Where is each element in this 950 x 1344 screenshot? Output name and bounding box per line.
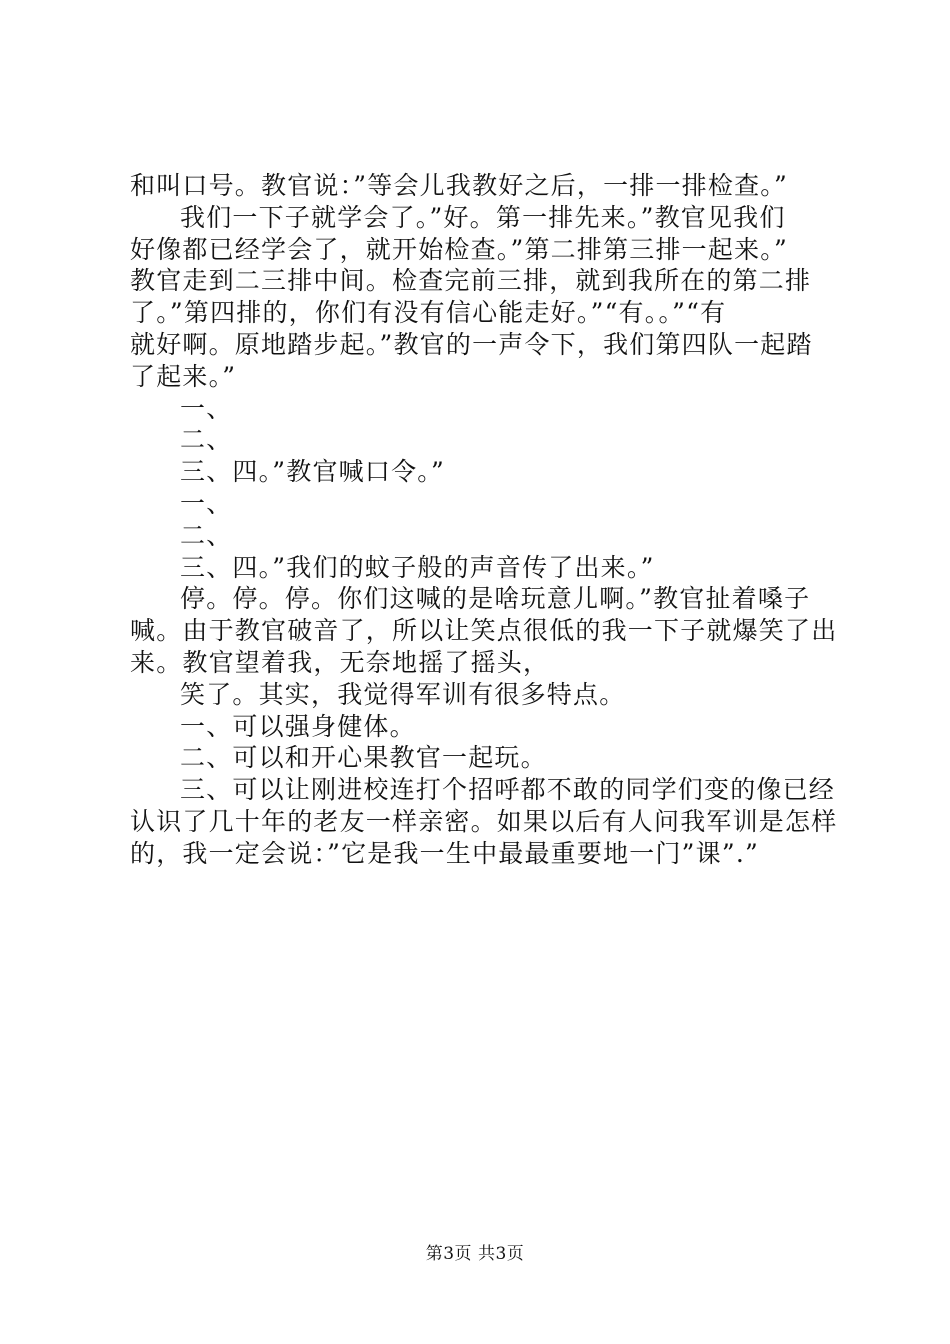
text-line: 好像都已经学会了，就开始检查。”第二排第三排一起来。” [130,234,788,264]
text-line: 喊。由于教官破音了，所以让笑点很低的我一下子就爆笑了出 [130,616,838,646]
text-line: 了起来。” [130,361,237,391]
text-line: 我们一下子就学会了。”好。第一排先来。”教官见我们 [180,202,786,232]
text-line: 一、 [180,393,233,423]
text-line: 笑了。其实，我觉得军训有很多特点。 [180,679,626,709]
document-body [130,170,838,870]
text-line: 认识了几十年的老友一样亲密。如果以后有人问我军训是怎样 [130,806,838,836]
text-line: 的，我一定会说：”它是我一生中最最重要地一门”课”.” [130,838,759,868]
text-line: 二、 [180,425,233,455]
text-line: 教官走到二三排中间。检查完前三排，就到我所在的第二排 [130,266,812,296]
page-number-footer: 第3页 共3页 [425,1244,525,1264]
text-line: 来。教官望着我，无奈地摇了摇头， [130,647,550,677]
text-line: 三、四。”教官喊口令。” [180,457,445,487]
text-line: 了。”第四排的，你们有没有信心能走好。”“有。。”“有 [130,298,727,328]
text-line: 一、 [180,488,233,518]
text-line: 和叫口号。教官说：”等会儿我教好之后，一排一排检查。” [130,171,788,200]
text-line: 二、 [180,520,233,550]
text-line: 一、可以强身健体。 [180,711,416,741]
text-line: 三、可以让刚进校连打个招呼都不敢的同学们变的像已经 [180,775,836,805]
text-line: 三、四。”我们的蚊子般的声音传了出来。” [180,552,655,582]
text-line: 二、可以和开心果教官一起玩。 [180,743,547,773]
text-line: 就好啊。原地踏步起。”教官的一声令下，我们第四队一起踏 [130,329,813,359]
text-line: 停。停。停。你们这喊的是啥玩意儿啊。”教官扯着嗓子 [180,584,811,614]
